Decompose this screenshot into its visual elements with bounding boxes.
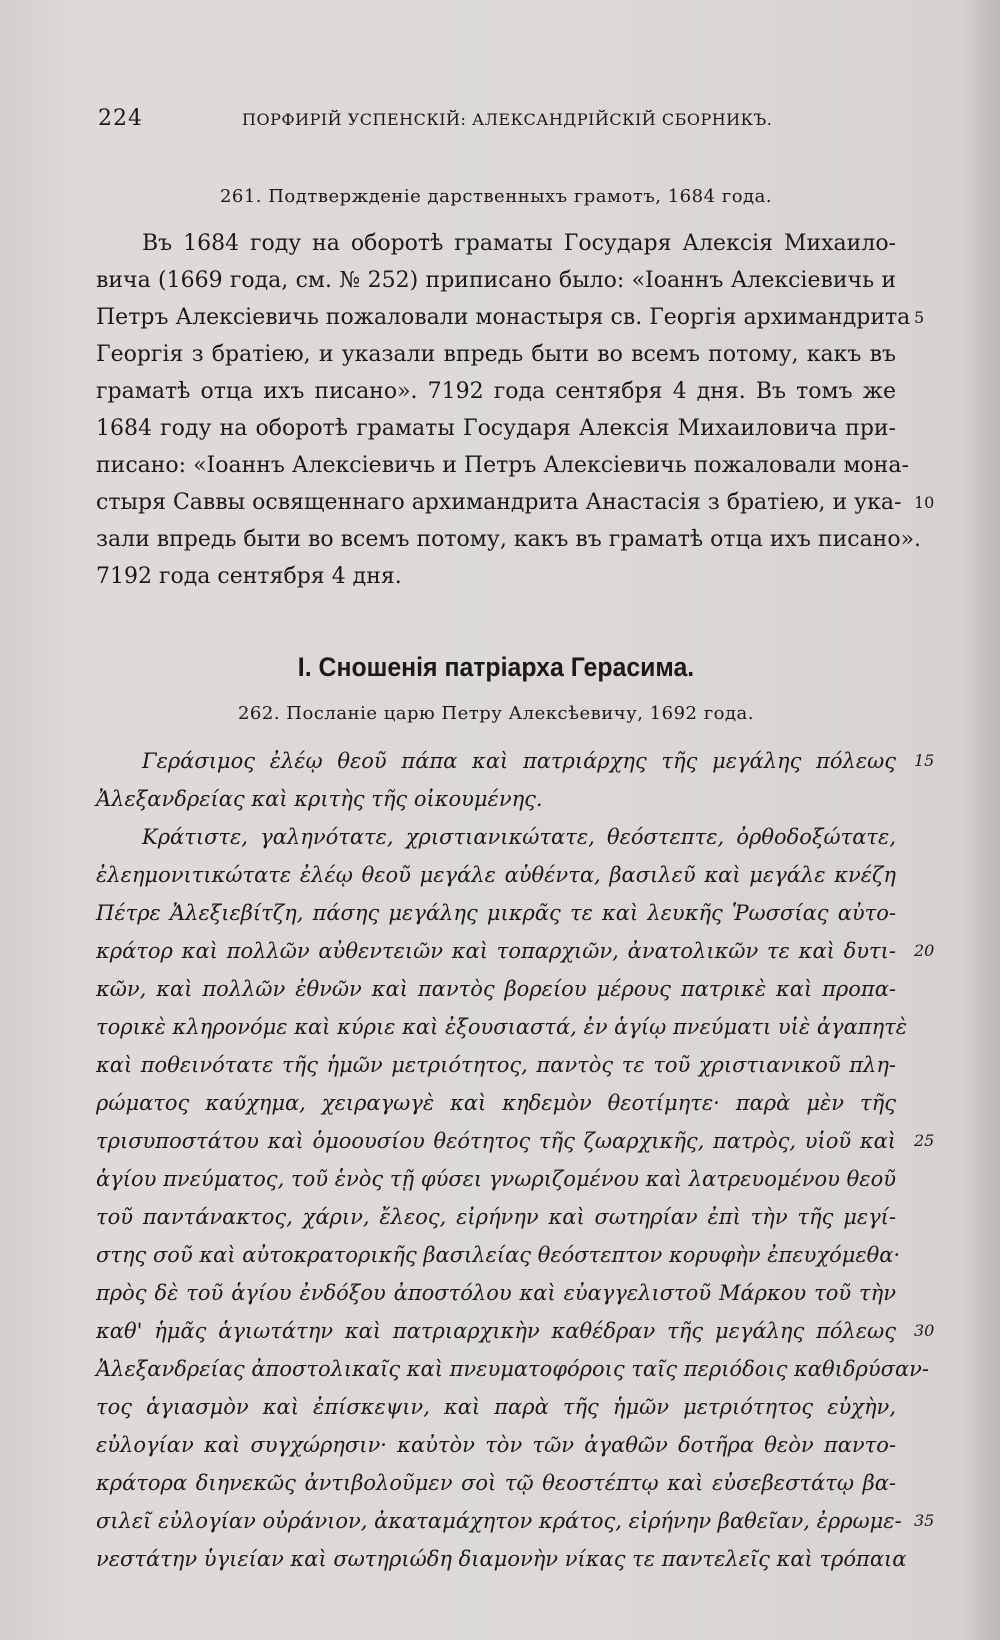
text-line [96, 1198, 896, 1236]
text-line [96, 780, 896, 818]
text-line [96, 410, 896, 447]
line-number: 10 [914, 493, 935, 512]
text-line [96, 1350, 929, 1388]
line-text: вича (1669 года, см. № 252) приписано было: «Іоаннъ Алексіевичь и [96, 268, 896, 293]
text-line [96, 932, 935, 970]
text-line [96, 1274, 896, 1312]
line-text: κράτορα διηνεκῶς ἀντιβολοῦμεν σοὶ τῷ θεοστέπτῳ καὶ εὐσεβεστάτῳ βα- [96, 1471, 896, 1495]
line-text: σιλεῖ εὐλογίαν οὐράνιον, ἀκαταμάχητον κράτος, εἰρήνην βαθεῖαν, ἐρρωμε- [96, 1509, 902, 1533]
entry-body [96, 225, 935, 595]
section-block [96, 640, 935, 1578]
line-text: τορικὲ κληρονόμε καὶ κύριε καὶ ἐξουσιαστά, ἐν ἁγίῳ πνεύματι υἱὲ ἀγαπητὲ [96, 1015, 908, 1039]
line-text: ρώματος καύχημα, χειραγωγὲ καὶ κηδεμὸν θεοτίμητε· παρὰ μὲν τῆς [96, 1091, 896, 1115]
line-text: Георгія з братіею, и указали впредь быти во всемъ потому, какъ въ [96, 342, 896, 367]
line-text: Петръ Алексіевичь пожаловали монастыря св. Георгія архимандрита [96, 305, 911, 330]
line-text: τοῦ παντάνακτος, χάριν, ἔλεος, εἰρήνην καὶ σωτηρίαν ἐπὶ τὴν τῆς μεγί- [96, 1205, 896, 1229]
text-line [96, 225, 896, 262]
text-line [96, 1046, 896, 1084]
line-text: Κράτιστε, γαληνότατε, χριστιανικώτατε, θεόστεπτε, ὀρθοδοξώτατε, [142, 825, 896, 849]
line-text: κῶν, καὶ πολλῶν ἐθνῶν καὶ παντὸς βορείου μέρους πατρικὲ καὶ προπα- [96, 977, 896, 1001]
line-text: Γεράσιμος ἐλέῳ θεοῦ πάπα καὶ πατριάρχης τῆς μεγάλης πόλεως [142, 749, 896, 773]
line-text: νεστάτην ὑγιείαν καὶ σωτηριώδη διαμονὴν νίκας τε παντελεῖς καὶ τρόπαια [96, 1547, 907, 1571]
entry-body [96, 742, 935, 1578]
text-line [96, 558, 896, 595]
line-text: τρισυποστάτου καὶ ὁμοουσίου θεότητος τῆς ζωαρχικῆς, πατρὸς, υἱοῦ καὶ [96, 1129, 896, 1153]
line-text: πρὸς δὲ τοῦ ἁγίου ἐνδόξου ἀποστόλου καὶ εὐαγγελιστοῦ Μάρκου τοῦ τὴν [96, 1281, 896, 1305]
line-text: писано: «Іоаннъ Алексіевичь и Петръ Алексіевичь пожаловали мона- [96, 453, 909, 478]
text-line [96, 894, 896, 932]
text-line [96, 856, 896, 894]
text-line [96, 1388, 896, 1426]
text-line [96, 262, 896, 299]
text-line [96, 970, 896, 1008]
line-text: Ἀλεξανδρείας καὶ κριτὴς τῆς οἰκουμένης. [96, 787, 543, 811]
entry-heading: 261. Подтвержденіе дарственныхъ грамотъ, 1684 года. [219, 186, 773, 207]
text-line [96, 447, 909, 484]
text-line [96, 299, 925, 336]
line-text: ἁγίου πνεύματος, τοῦ ἑνὸς τῇ φύσει γνωριζομένου καὶ λατρευομένου θεοῦ [96, 1167, 896, 1191]
line-text: зали впредь быти во всемъ потому, какъ въ граматѣ отца ихъ писано». [96, 527, 922, 552]
entry-261 [96, 186, 935, 595]
text-line [96, 1426, 896, 1464]
text-line [96, 373, 896, 410]
text-line [96, 1502, 935, 1540]
line-number: 30 [914, 1321, 935, 1340]
text-line [96, 1122, 935, 1160]
line-text: 7192 года сентября 4 дня. [96, 564, 402, 589]
line-text: стыря Саввы освященнаго архимандрита Анастасія з братіею, и ука- [96, 490, 902, 515]
running-head [98, 102, 878, 142]
line-text: τος ἁγιασμὸν καὶ ἐπίσκεψιν, καὶ παρὰ τῆς ἡμῶν μετριότητος εὐχὴν, [96, 1395, 896, 1419]
line-text: Ἀλεξανδρείας ἀποστολικαῖς καὶ πνευματοφόροις ταῖς περιόδοις καθιδρύσαν- [96, 1357, 929, 1381]
line-text: Въ 1684 году на оборотѣ граматы Государя Алексія Михаило- [142, 231, 896, 256]
line-text: στης σοῦ καὶ αὐτοκρατορικῆς βασιλείας θεόστεπτον κορυφὴν ἐπευχόμεθα· [96, 1243, 901, 1267]
line-number: 5 [914, 308, 925, 327]
section-title: I. Сношенія патріарха Герасима. [297, 652, 695, 682]
entry-heading: 262. Посланіе царю Петру Алексѣевичу, 1692 года. [237, 703, 755, 724]
running-title: ПОРФИРІЙ УСПЕНСКІЙ: АЛЕКСАНДРІЙСКІЙ СБОРНИКЪ. [242, 110, 773, 129]
text-line [96, 1160, 896, 1198]
line-number: 25 [914, 1131, 935, 1150]
text-line [96, 818, 896, 856]
text-line [96, 1084, 896, 1122]
text-line [96, 742, 935, 780]
line-text: граматѣ отца ихъ писано». 7192 года сентября 4 дня. Въ томъ же [96, 379, 896, 404]
line-text: καὶ ποθεινότατε τῆς ἡμῶν μετριότητος, παντὸς τε τοῦ χριστιανικοῦ πλη- [96, 1053, 896, 1077]
text-line [96, 336, 896, 373]
line-text: καθ' ἡμᾶς ἁγιωτάτην καὶ πατριαρχικὴν καθέδραν τῆς μεγάλης πόλεως [96, 1319, 896, 1343]
line-number: 15 [914, 751, 935, 770]
page-number: 224 [98, 106, 143, 131]
line-text: Πέτρε Ἀλεξιεβίτζη, πάσης μεγάλης μικρᾶς τε καὶ λευκῆς Ῥωσσίας αὐτο- [96, 901, 896, 925]
line-text: κράτορ καὶ πολλῶν αὐθεντειῶν καὶ τοπαρχιῶν, ἀνατολικῶν τε καὶ δυτι- [96, 939, 896, 963]
line-text: 1684 году на оборотѣ граматы Государя Алексія Михаиловича при- [96, 416, 896, 441]
text-line [96, 1312, 935, 1350]
line-text: ἐλεημονιτικώτατε ἐλέῳ θεοῦ μεγάλε αὐθέντα, βασιλεῦ καὶ μεγάλε κνέζη [96, 863, 896, 887]
line-number: 20 [914, 941, 935, 960]
text-line [96, 521, 922, 558]
text-line [96, 1008, 908, 1046]
line-number: 35 [914, 1511, 935, 1530]
text-line [96, 1236, 901, 1274]
page-edge-shadow [960, 0, 1000, 1640]
text-line [96, 1540, 907, 1578]
text-line [96, 484, 935, 521]
line-text: εὐλογίαν καὶ συγχώρησιν· καὐτὸν τὸν τῶν ἀγαθῶν δοτῆρα θεὸν παντο- [96, 1433, 896, 1457]
text-line [96, 1464, 896, 1502]
